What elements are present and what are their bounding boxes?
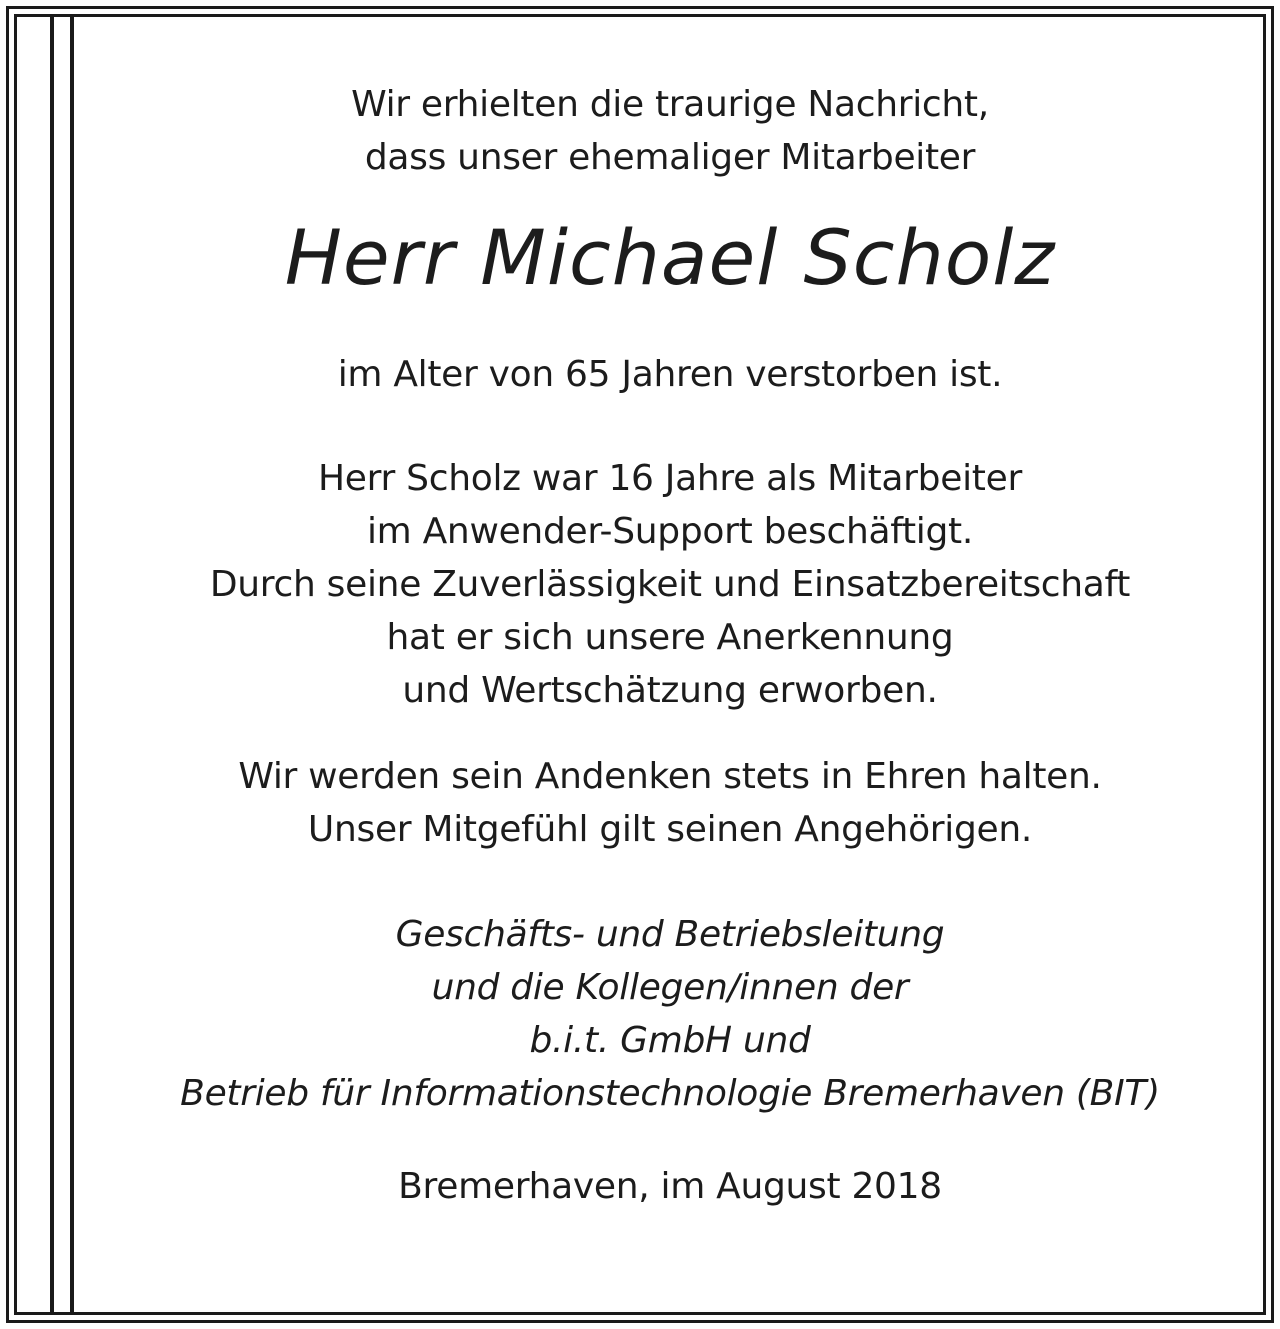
tribute-line: Herr Scholz war 16 Jahre als Mitarbeiter bbox=[318, 458, 1022, 499]
condolence-paragraph bbox=[74, 750, 1266, 856]
intro-line: Wir erhielten die traurige Nachricht, bbox=[351, 84, 989, 125]
tribute-line: hat er sich unsere Anerkennung bbox=[386, 617, 954, 658]
tribute-line: Durch seine Zuverlässigkeit und Einsatzbereitschaft bbox=[209, 564, 1131, 605]
signature-line: Betrieb für Informationstechnologie Bremerhaven (BIT) bbox=[180, 1073, 1160, 1114]
deceased-name: Herr Michael Scholz bbox=[284, 213, 1056, 302]
tribute-paragraph bbox=[74, 452, 1266, 717]
intro-line: dass unser ehemaliger Mitarbeiter bbox=[364, 137, 976, 178]
intro-text bbox=[74, 78, 1266, 184]
age-line: im Alter von 65 Jahren verstorben ist. bbox=[337, 354, 1003, 395]
obituary-notice bbox=[74, 0, 1266, 1329]
signature-line: Geschäfts- und Betriebsleitung bbox=[395, 914, 945, 955]
place-date-line: Bremerhaven, im August 2018 bbox=[398, 1166, 942, 1207]
condolence-line: Unser Mitgefühl gilt seinen Angehörigen. bbox=[307, 809, 1033, 850]
tribute-line: und Wertschätzung erworben. bbox=[402, 670, 938, 711]
signature-line: b.i.t. GmbH und bbox=[529, 1020, 811, 1061]
tribute-line: im Anwender-Support beschäftigt. bbox=[366, 511, 973, 552]
age-text bbox=[74, 348, 1266, 401]
signature-block bbox=[74, 908, 1266, 1120]
decorative-rule-left bbox=[50, 17, 54, 1315]
signature-line: und die Kollegen/innen der bbox=[431, 967, 909, 1008]
place-and-date bbox=[74, 1160, 1266, 1213]
condolence-line: Wir werden sein Andenken stets in Ehren halten. bbox=[238, 756, 1102, 797]
